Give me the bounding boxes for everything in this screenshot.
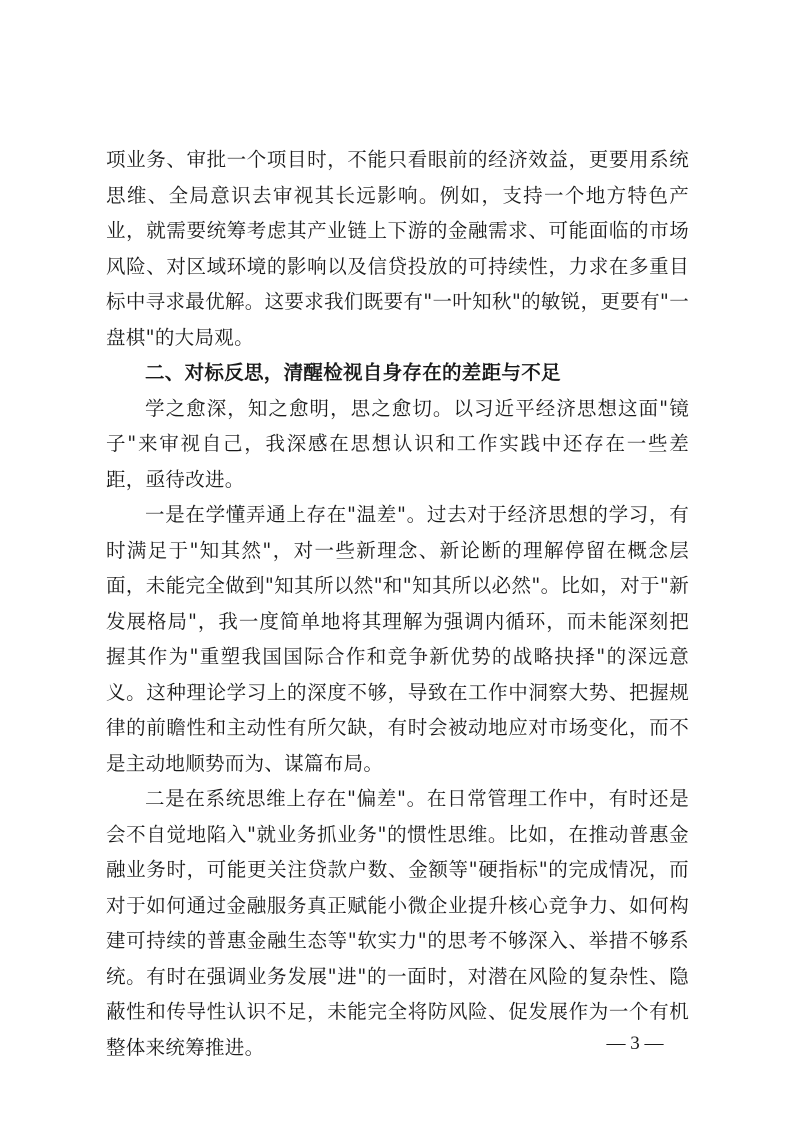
paragraph-point-one: 一是在学懂弄通上存在"温差"。过去对于经济思想的学习，有时满足于"知其然"，对一些新理念、新论断的理解停留在概念层面，未能完全做到"知其所以然"和"知其所以必然"。比如，对于"新发展格局"，我一度简单地将其理解为强调内循环，而未能深刻把握其作为"重塑我国国际合作和竞争新优势的战略抉择"的深远意义。这种理论学习上的深度不够，导致在工作中洞察大势、把握规律的前瞻性和主动性有所欠缺，有时会被动地应对市场变化，而不是主动地顺势而为、谋篇布局。 xyxy=(106,503,689,775)
section-heading: 二、对标反思，清醒检视自身存在的差距与不足 xyxy=(145,361,561,384)
paragraph-intro: 学之愈深，知之愈明，思之愈切。以习近平经济思想这面"镜子"来审视自己，我深感在思想认识和工作实践中还存在一些差距，亟待改进。 xyxy=(106,396,689,491)
document-body xyxy=(106,142,689,1065)
page-number: — 3 — xyxy=(606,1033,664,1054)
paragraph-continuation: 项业务、审批一个项目时，不能只看眼前的经济效益，更要用系统思维、全局意识去审视其长远影响。例如，支持一个地方特色产业，就需要统筹考虑其产业链上下游的金融需求、可能面临的市场风险、对区域环境的影响以及信贷投放的可持续性，力求在多重目标中寻求最优解。这要求我们既要有"一叶知秋"的敏锐，更要有"一盘棋"的大局观。 xyxy=(106,148,689,349)
paragraph-point-two: 二是在系统思维上存在"偏差"。在日常管理工作中，有时还是会不自觉地陷入"就业务抓业务"的惯性思维。比如，在推动普惠金融业务时，可能更关注贷款户数、金额等"硬指标"的完成情况，而对于如何通过金融服务真正赋能小微企业提升核心竞争力、如何构建可持续的普惠金融生态等"软实力"的思考不够深入、举措不够系统。有时在强调业务发展"进"的一面时，对潜在风险的复杂性、隐蔽性和传导性认识不足，未能完全将防风险、促发展作为一个有机整体来统筹推进。 xyxy=(106,787,689,1059)
